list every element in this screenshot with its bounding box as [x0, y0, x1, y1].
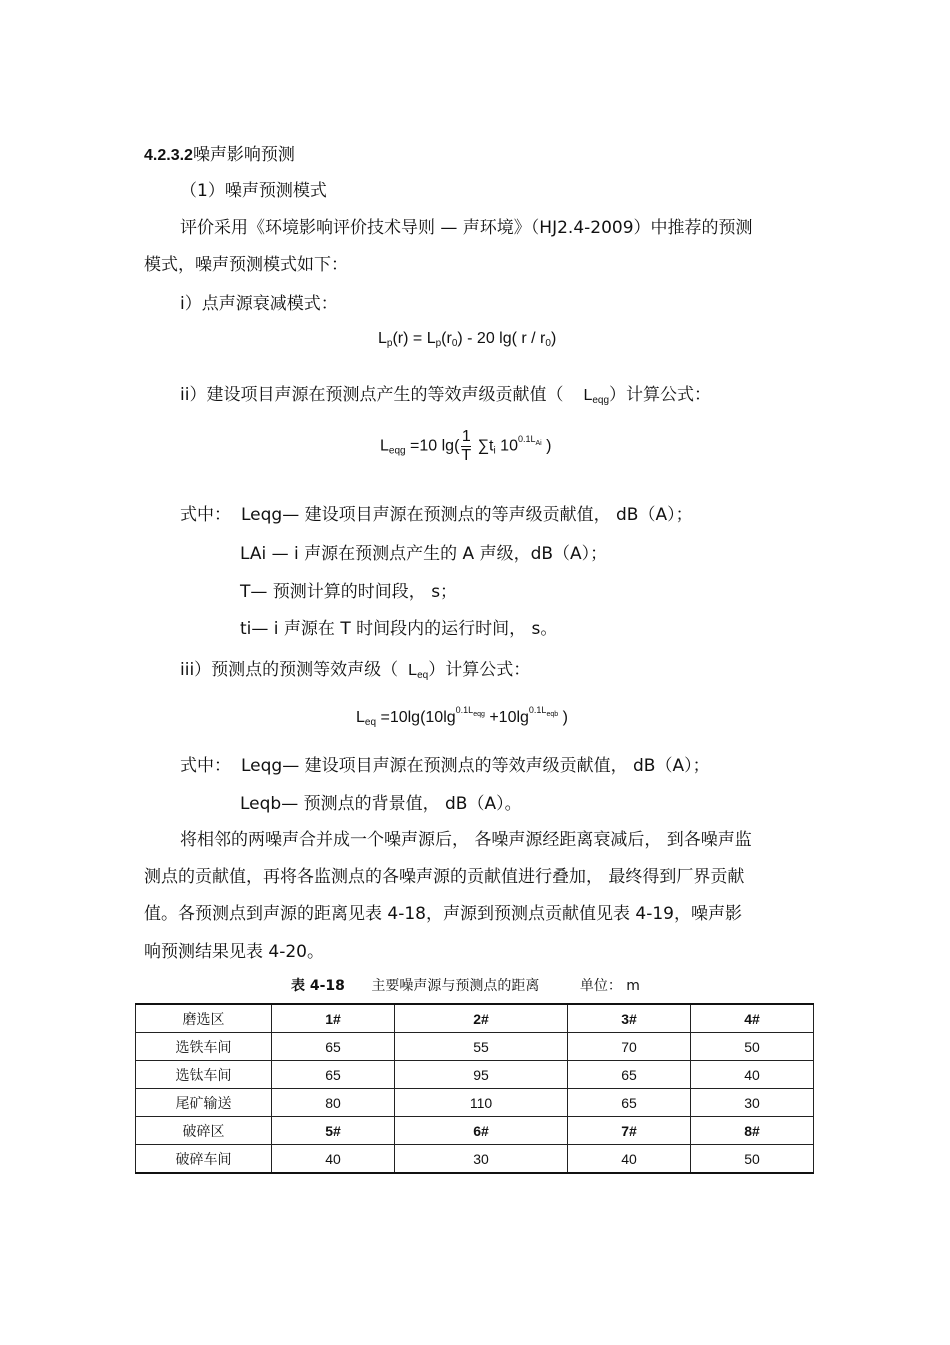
table-cell: 65 [568, 1061, 691, 1089]
subheading-1: （1）噪声预测模式 [180, 181, 327, 201]
paragraph-line-3: 值。各预测点到声源的距离见表 4-18，声源到预测点贡献值见表 4-19，噪声影 [144, 904, 742, 924]
paragraph-line-2: 测点的贡献值，再将各监测点的各噪声源的贡献值进行叠加， 最终得到厂界贡献 [144, 867, 745, 887]
section-heading [144, 140, 295, 165]
formula-3: $L_{eq} =10\lg(10\lg^{0.1L_{eqg}} +10\lg^{0.1L_{eqb}}$ ) [356, 705, 568, 728]
definition-6: Leqb— 预测点的背景值， dB（A）。 [240, 794, 522, 814]
table-cell: 选钛车间 [136, 1061, 272, 1089]
section-title: 噪声影响预测 [192, 145, 295, 165]
definition-5: 式中： Leqg— 建设项目声源在预测点的等效声级贡献值， dB（A）； [180, 756, 710, 776]
table-caption-title: 主要噪声源与预测点的距离 [371, 978, 540, 994]
item-i: i）点声源衰减模式： [180, 294, 338, 314]
table-cell: 30 [690, 1089, 813, 1117]
table-cell: 65 [272, 1033, 395, 1061]
table-cell: 尾矿输送 [136, 1089, 272, 1117]
table-cell: 1# [272, 1004, 395, 1033]
formula-1: $L_p(r) = L_p(r_0) - 20$ lg( r / $r_0$) [378, 330, 557, 349]
table-caption-label: 表 4-18 [291, 978, 345, 994]
table-cell: 30 [394, 1145, 567, 1174]
table-cell: 7# [568, 1117, 691, 1145]
table-header-row [136, 1004, 814, 1033]
table-row [136, 1089, 814, 1117]
item-ii: ii）建设项目声源在预测点产生的等效声级贡献值（ $L_{eqg}$）计算公式： [180, 385, 712, 406]
table-caption [291, 975, 640, 995]
table-cell: 40 [568, 1145, 691, 1174]
table-row [136, 1145, 814, 1174]
table-row [136, 1033, 814, 1061]
formula-2: $L_{eqg} =10$ lg( $\frac{1}{T}$ $\sum t_i$ $10^{0.1L_{Ai}}$ ) [380, 428, 552, 464]
table-cell: 50 [690, 1033, 813, 1061]
paragraph-line-4: 响预测结果见表 4-20。 [144, 942, 324, 962]
definition-4: ti— i 声源在 T 时间段内的运行时间， s。 [240, 619, 558, 639]
table-header-row [136, 1117, 814, 1145]
table-cell: 破碎区 [136, 1117, 272, 1145]
table-cell: 95 [394, 1061, 567, 1089]
table-cell: 磨选区 [136, 1004, 272, 1033]
definition-3: T— 预测计算的时间段， s； [240, 582, 458, 602]
item-iii: iii）预测点的预测等效声级（ $L_{eq}$）计算公式： [180, 660, 531, 681]
distance-table [135, 1003, 814, 1174]
table-cell: 4# [690, 1004, 813, 1033]
table-cell: 80 [272, 1089, 395, 1117]
table-cell: 40 [272, 1145, 395, 1174]
table-cell: 8# [690, 1117, 813, 1145]
table-cell: 110 [394, 1089, 567, 1117]
table-cell: 5# [272, 1117, 395, 1145]
definition-2: LAi — i 声源在预测点产生的 A 声级，dB（A）； [240, 544, 608, 564]
table-cell: 55 [394, 1033, 567, 1061]
table-cell: 3# [568, 1004, 691, 1033]
table-cell: 2# [394, 1004, 567, 1033]
table-caption-unit: 单位： m [579, 978, 640, 994]
table-cell: 6# [394, 1117, 567, 1145]
table-cell: 65 [568, 1089, 691, 1117]
section-number: 4.2.3.2 [144, 147, 193, 164]
table-cell: 选铁车间 [136, 1033, 272, 1061]
table-cell: 65 [272, 1061, 395, 1089]
table-cell: 70 [568, 1033, 691, 1061]
table-cell: 破碎车间 [136, 1145, 272, 1174]
definition-1: 式中： Leqg— 建设项目声源在预测点的等声级贡献值， dB（A）； [180, 505, 693, 525]
intro-line-2: 模式，噪声预测模式如下： [144, 255, 348, 275]
intro-line-1: 评价采用《环境影响评价技术导则 — 声环境》（HJ2.4-2009）中推荐的预测 [180, 218, 753, 238]
table-row [136, 1061, 814, 1089]
paragraph-line-1: 将相邻的两噪声合并成一个噪声源后， 各噪声源经距离衰减后， 到各噪声监 [180, 830, 752, 850]
table-cell: 50 [690, 1145, 813, 1174]
table-cell: 40 [690, 1061, 813, 1089]
